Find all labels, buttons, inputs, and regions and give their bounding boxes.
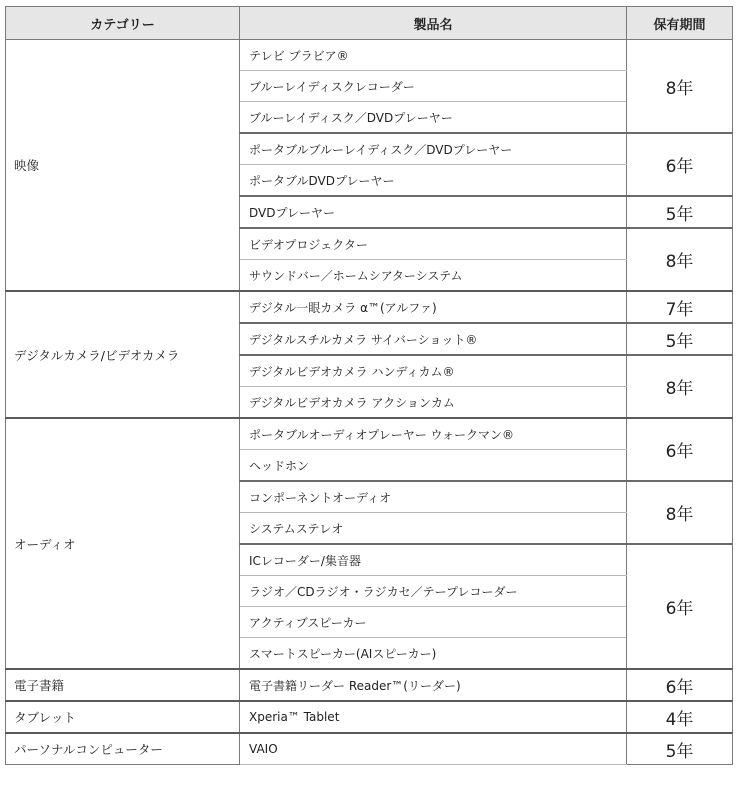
product-cell: アクティブスピーカー <box>240 607 627 638</box>
product-cell: コンポーネントオーディオ <box>240 481 627 513</box>
product-cell: Xperia™ Tablet <box>240 701 627 733</box>
product-cell: ICレコーダー/集音器 <box>240 544 627 576</box>
retention-period-cell: 4年 <box>627 701 733 733</box>
table-row <box>6 733 733 765</box>
header-category: カテゴリー <box>6 7 240 40</box>
retention-period-cell: 5年 <box>627 196 733 228</box>
table-row <box>6 669 733 701</box>
table-row <box>6 291 733 323</box>
retention-period-cell: 6年 <box>627 544 733 669</box>
product-cell: ブルーレイディスクレコーダー <box>240 71 627 102</box>
product-cell: デジタルスチルカメラ サイバーショット® <box>240 323 627 355</box>
header-period: 保有期間 <box>627 7 733 40</box>
product-cell: スマートスピーカー(AIスピーカー) <box>240 638 627 670</box>
product-cell: デジタル一眼カメラ α™(アルファ) <box>240 291 627 323</box>
category-cell: 映像 <box>6 40 240 292</box>
category-cell: タブレット <box>6 701 240 733</box>
product-cell: ポータブルDVDプレーヤー <box>240 165 627 197</box>
retention-period-cell: 8年 <box>627 40 733 134</box>
header-product: 製品名 <box>240 7 627 40</box>
category-cell: オーディオ <box>6 418 240 669</box>
product-cell: デジタルビデオカメラ ハンディカム® <box>240 355 627 387</box>
retention-period-cell: 8年 <box>627 481 733 544</box>
retention-period-cell: 6年 <box>627 669 733 701</box>
product-cell: デジタルビデオカメラ アクションカム <box>240 387 627 419</box>
product-cell: VAIO <box>240 733 627 765</box>
category-cell: 電子書籍 <box>6 669 240 701</box>
product-cell: ブルーレイディスク／DVDプレーヤー <box>240 102 627 134</box>
product-cell: 電子書籍リーダー Reader™(リーダー) <box>240 669 627 701</box>
product-cell: ポータブルオーディオプレーヤー ウォークマン® <box>240 418 627 450</box>
header-row <box>6 7 733 40</box>
table-row <box>6 701 733 733</box>
retention-period-cell: 6年 <box>627 418 733 481</box>
table-row <box>6 418 733 450</box>
product-cell: サウンドバー／ホームシアターシステム <box>240 260 627 292</box>
retention-period-cell: 6年 <box>627 133 733 196</box>
product-cell: ビデオプロジェクター <box>240 228 627 260</box>
retention-period-table <box>5 6 733 765</box>
product-cell: システムステレオ <box>240 513 627 545</box>
retention-period-cell: 5年 <box>627 733 733 765</box>
retention-period-cell: 7年 <box>627 291 733 323</box>
retention-period-cell: 8年 <box>627 355 733 418</box>
table-row <box>6 40 733 71</box>
category-cell: パーソナルコンピューター <box>6 733 240 765</box>
product-cell: ヘッドホン <box>240 450 627 482</box>
retention-period-cell: 5年 <box>627 323 733 355</box>
retention-period-cell: 8年 <box>627 228 733 291</box>
product-cell: DVDプレーヤー <box>240 196 627 228</box>
product-cell: ラジオ／CDラジオ・ラジカセ／テープレコーダー <box>240 576 627 607</box>
category-cell: デジタルカメラ/ビデオカメラ <box>6 291 240 418</box>
product-cell: ポータブルブルーレイディスク／DVDプレーヤー <box>240 133 627 165</box>
product-cell: テレビ ブラビア® <box>240 40 627 71</box>
